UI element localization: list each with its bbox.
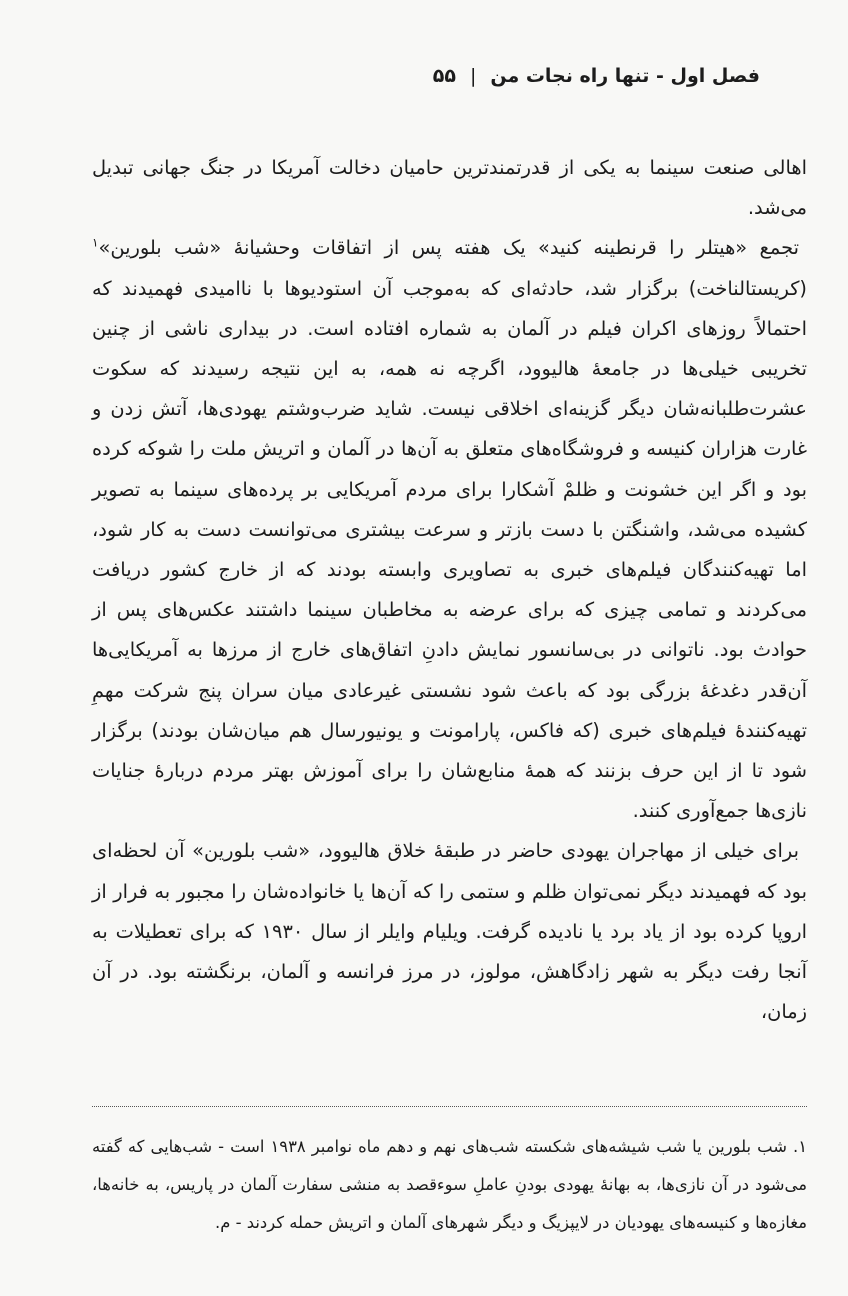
header-separator: | [469, 65, 477, 87]
footnote-text: ۱. شب بلورین یا شب شیشه‌های شکسته شب‌های نهم و دهم ماه نوامبر ۱۹۳۸ است - شب‌هایی که گفته می‌شود در آن نازی‌ها، به بهانهٔ یهودی بودنِ عاملِ سوءقصد به منشی سفارت آلمان در پاریس، به خانه‌ها، مغازه‌ها و کنیسه‌های یهودیان در لایپزیگ و دیگر شهرهای آلمان و اتریش حمله کردند - م. [92, 1137, 807, 1232]
footnote-marker: ۱ [92, 235, 99, 250]
paragraph: اهالی صنعت سینما به یکی از قدرتمندترین حامیان دخالت آمریکا در جنگ جهانی تبدیل می‌شد. [92, 156, 807, 220]
paragraph [92, 228, 807, 831]
paragraph-text: تجمع «هیتلر را قرنطینه کنید» یک هفته پس از اتفاقات وحشیانهٔ «شب بلورین» [98, 236, 799, 260]
body-text [92, 148, 807, 1032]
paragraph: برای خیلی از مهاجران یهودی حاضر در طبقهٔ خلاق هالیوود، «شب بلورین» آن لحظه‌ای بود که فهمیدند دیگر نمی‌توان ظلم و ستمی را که آن‌ها یا خانواده‌شان را مجبور به فرار از اروپا کرده بود از یاد برد یا نادیده گرفت. ویلیام وایلر از سال ۱۹۳۰ که برای تعطیلات به آنجا رفت دیگر به شهر زادگاهش، مولوز، در مرز فرانسه و آلمان، برنگشته بود. در آن زمان، [92, 839, 807, 1024]
paragraph-text: (کریستالناخت) برگزار شد، حادثه‌ای که به‌موجب آن استودیوها با ناامیدی فهمیدند که احتمالاً روزهای اکران فیلم در آلمان به شماره افتاده است. در بیداری ناشی از چنین تخریبی خیلی‌ها در جامعهٔ هالیوود، اگرچه نه همه، به این نتیجه رسیدند که سکوت عشرت‌طلبانه‌شان دیگر گزینه‌ای اخلاقی نیست. شاید ضرب‌وشتم یهودی‌ها، آتش زدن و غارت هزاران کنیسه و فروشگاه‌های متعلق به آن‌ها در آلمان و اتریش ملت را شوکه کرده بود و اگر این خشونت و ظلمْ آشکارا برای مردم آمریکایی بر پرده‌های سینما به تصویر کشیده می‌شد، واشنگتن با دست بازتر و سرعت بیشتری می‌توانست دست به کار شود، اما تهیه‌کنندگان فیلم‌های خبری به تصاویری وابسته بودند که از خارج کشور دریافت می‌کردند و تمامی چیزی که برای عرضه به مخاطبان سینما داشتند عکس‌های پس از حوادث بود. ناتوانی در بی‌سانسور نمایش دادنِ اتفاق‌های خارج از مرزها به آمریکایی‌ها آن‌قدر دغدغهٔ بزرگی بود که باعث شود نشستی غیرعادی میان سران پنج شرکت مهمِ تهیه‌کنندهٔ فیلم‌های خبری (که فاکس، پارامونت و یونیورسال هم میان‌شان بودند) برگزار شود تا از این حرف بزنند که همهٔ منابع‌شان را برای آموزش بهتر مردم دربارهٔ جنایات نازی‌ها جمع‌آوری کنند. [92, 276, 807, 823]
page-number: ۵۵ [432, 65, 456, 87]
footnote-divider [92, 1106, 807, 1107]
chapter-title: فصل اول - تنها راه نجات من [490, 65, 760, 87]
footnote [92, 1128, 807, 1242]
running-header [90, 60, 760, 92]
